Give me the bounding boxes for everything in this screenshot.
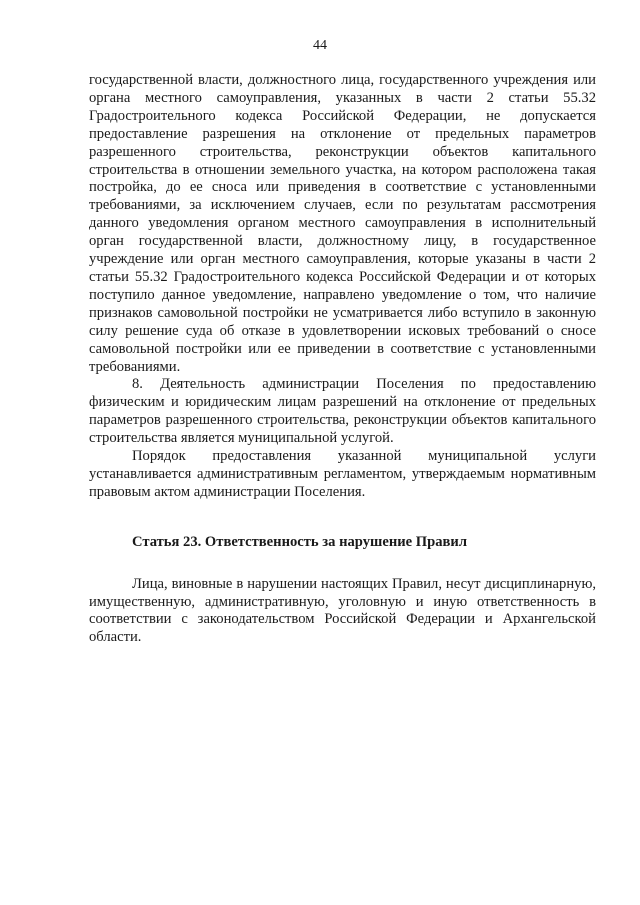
document-body xyxy=(89,72,596,647)
paragraph-procedure: Порядок предоставления указанной муниципальной услуги устанавливается административным регламентом, утверждаемым нормативным правовым актом администрации Поселения. xyxy=(89,448,596,500)
paragraph-responsibility: Лица, виновные в нарушении настоящих Правил, несут дисциплинарную, имущественную, административную, уголовную и иную ответственность в соответствии с законодательством Российской Федерации и Архангельской области. xyxy=(89,575,596,646)
page-number: 44 xyxy=(313,38,327,53)
paragraph-continuation: государственной власти, должностного лица, государственного учреждения или органа местного самоуправления, указанных в части 2 статьи 55.32 Градостроительного кодекса Российской Федерации, не допускается предоставление разрешения на отклонение от предельных параметров разрешенного строительства, реконструкции объектов капитального строительства в отношении земельного участка, на котором расположена такая постройка, до ее сноса или приведения в соответствие с установленными требованиями, за исключением случаев, если по результатам рассмотрения данного уведомления органом местного самоуправления в исполнительный орган государственной власти, должностному лицу, в государственное учреждение или орган местного самоуправления, которые указаны в части 2 статьи 55.32 Градостроительного кодекса Российской Федерации и от которых поступило данное уведомление, направлено уведомление о том, что наличие признаков самовольной постройки не усматривается либо вступило в законную силу решение суда об отказе в удовлетворении исковых требований о сносе самовольной постройки или ее приведении в соответствие с установленными требованиями. xyxy=(89,72,596,375)
article-heading: Статья 23. Ответственность за нарушение Правил xyxy=(132,533,468,550)
paragraph-item-8: 8. Деятельность администрации Поселения по предоставлению физическим и юридическим лицам разрешений на отклонение от предельных параметров разрешенного строительства, реконструкции объектов капитального строительства является муниципальной услугой. xyxy=(89,376,596,447)
